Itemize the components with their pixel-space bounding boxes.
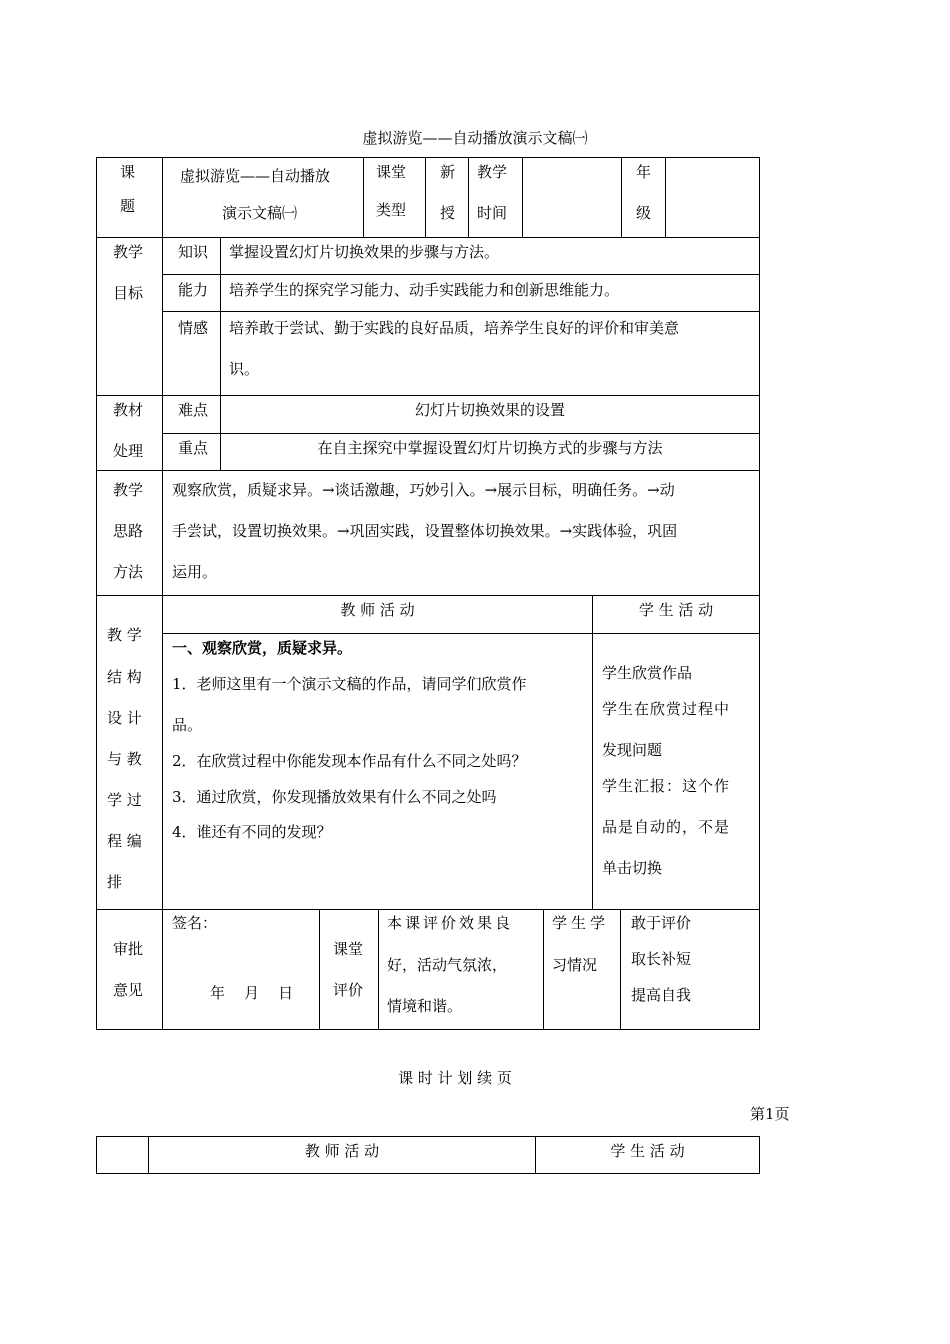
- structure-label-line3: 设 计: [107, 709, 142, 727]
- method-text-line2: 手尝试，设置切换效果。→巩固实践，设置整体切换效果。→实践体验，巩固: [172, 522, 678, 540]
- page-number: 第1页: [750, 1105, 790, 1123]
- student-line-1: 学生欣赏作品: [602, 664, 693, 682]
- goals-label-line2: 目标: [113, 284, 144, 302]
- student-line-6: 单击切换: [602, 859, 663, 877]
- lesson-type-value-line1: 新: [440, 163, 456, 181]
- structure-label-line7: 排: [107, 873, 123, 891]
- teaching-time-label-line1: 教学: [477, 163, 508, 181]
- grade-label-line2: 级: [636, 204, 652, 222]
- keypoint-label: 重点: [178, 439, 209, 457]
- topic-label-line1: 课: [120, 163, 136, 181]
- lesson-type-value-line2: 授: [440, 204, 456, 222]
- goals-label-line1: 教学: [113, 243, 144, 261]
- method-label-line2: 思路: [113, 522, 144, 540]
- class-eval-line-3: 情境和谐。: [387, 997, 463, 1015]
- method-text-line1: 观察欣赏，质疑求异。→谈话激趣，巧妙引入。→展示目标，明确任务。→动: [172, 481, 675, 499]
- teacher-line-4: 3．通过欣赏，你发现播放效果有什么不同之处吗: [172, 788, 497, 806]
- structure-label-line5: 学 过: [107, 791, 142, 809]
- student-line-2: 学生在欣赏过程中: [602, 700, 731, 718]
- goal-ability-text: 培养学生的探究学习能力、动手实践能力和创新思维能力。: [229, 281, 620, 299]
- approval-label-line2: 意见: [113, 981, 144, 999]
- student-learning-label-line2: 习情况: [552, 956, 598, 974]
- class-eval-line-1: 本课评价效果良: [387, 914, 514, 932]
- topic-title-line1: 虚拟游览——自动播放: [180, 167, 331, 185]
- continuation-teacher-header: 教 师 活 动: [304, 1142, 380, 1160]
- goal-knowledge-text: 掌握设置幻灯片切换效果的步骤与方法。: [229, 243, 500, 261]
- continuation-student-header: 学 生 活 动: [610, 1142, 685, 1160]
- keypoint-text: 在自主探究中掌握设置幻灯片切换方式的步骤与方法: [317, 439, 663, 457]
- lesson-type-label-line1: 课堂: [376, 163, 407, 181]
- student-learning-line-2: 取长补短: [631, 950, 692, 968]
- student-line-3: 发现问题: [602, 741, 663, 759]
- structure-label-line1: 教 学: [107, 626, 142, 644]
- structure-label-line6: 程 编: [107, 832, 142, 850]
- class-eval-line-2: 好，活动气氛浓，: [387, 956, 508, 974]
- teacher-line-2: 品。: [172, 716, 203, 734]
- method-label-line3: 方法: [113, 563, 144, 581]
- teacher-line-3: 2．在欣赏过程中你能发现本作品有什么不同之处吗？: [172, 752, 527, 770]
- grade-label-line1: 年: [636, 163, 652, 181]
- goal-emotion-label: 情感: [178, 319, 209, 337]
- sign-label: 签名：: [172, 914, 218, 932]
- teaching-time-label-line2: 时间: [477, 204, 508, 222]
- materials-label-line1: 教材: [113, 401, 144, 419]
- continuation-title: 课 时 计 划 续 页: [398, 1069, 512, 1087]
- goal-knowledge-label: 知识: [178, 243, 209, 261]
- document-title: 虚拟游览——自动播放演示文稿㈠: [362, 129, 588, 147]
- sign-date: 年 月 日: [210, 984, 294, 1002]
- student-learning-line-3: 提高自我: [631, 986, 692, 1004]
- topic-title-line2: 演示文稿㈠: [222, 204, 298, 222]
- goal-ability-label: 能力: [178, 281, 209, 299]
- goal-emotion-text-line2: 识。: [229, 360, 260, 378]
- difficulty-text: 幻灯片切换效果的设置: [414, 401, 565, 419]
- materials-label-line2: 处理: [113, 442, 144, 460]
- structure-label-line2: 结 构: [107, 668, 142, 686]
- class-eval-label-line1: 课堂: [333, 940, 364, 958]
- goal-emotion-text-line1: 培养敢于尝试、勤于实践的良好品质，培养学生良好的评价和审美意: [229, 319, 680, 337]
- student-learning-label-line1: 学生学: [552, 914, 610, 932]
- student-line-5: 品是自动的，不是: [602, 818, 731, 836]
- student-activity-header: 学 生 活 动: [638, 601, 714, 619]
- student-learning-line-1: 敢于评价: [631, 914, 692, 932]
- approval-label-line1: 审批: [113, 940, 144, 958]
- teacher-line-5: 4．谁还有不同的发现？: [172, 823, 332, 841]
- section-title: 一、观察欣赏，质疑求异。: [172, 639, 353, 657]
- class-eval-label-line2: 评价: [333, 981, 364, 999]
- teacher-activity-header: 教 师 活 动: [340, 601, 415, 619]
- method-label-line1: 教学: [113, 481, 144, 499]
- teacher-line-1: 1．老师这里有一个演示文稿的作品，请同学们欣赏作: [172, 675, 527, 693]
- topic-label-line2: 题: [120, 197, 136, 215]
- student-line-4: 学生汇报：这个作: [602, 777, 731, 795]
- lesson-type-label-line2: 类型: [376, 201, 407, 219]
- structure-label-line4: 与 教: [107, 750, 142, 768]
- difficulty-label: 难点: [178, 401, 209, 419]
- method-text-line3: 运用。: [172, 563, 218, 581]
